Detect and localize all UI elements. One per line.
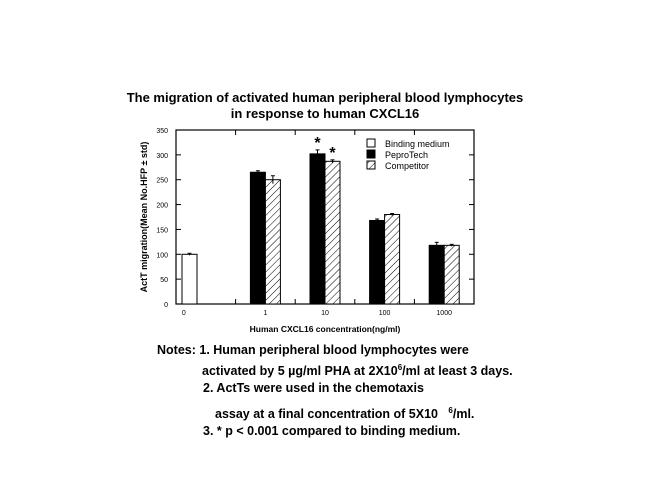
x-tick-label: 10 [321, 310, 329, 317]
bar [250, 172, 265, 304]
bar [385, 215, 400, 304]
legend-label: Competitor [385, 161, 430, 171]
legend-swatch [367, 139, 375, 147]
note-1: Notes: 1. Human peripheral blood lymphocytes were [157, 343, 469, 357]
legend-label: PeproTech [385, 150, 429, 160]
legend-swatch [367, 161, 375, 169]
x-axis-label: Human CXCL16 concentration(ng/ml) [249, 324, 401, 334]
y-tick-label: 250 [156, 177, 168, 185]
bar [310, 154, 325, 304]
legend-label: Binding medium [385, 139, 450, 149]
bar [429, 245, 444, 304]
title-line-2: in response to human CXCL16 [230, 106, 420, 121]
note-2: 2. ActTs were used in the chemotaxis [203, 381, 424, 396]
note-1-cont: activated by 5 µg/ml PHA at $2X10^6/ml$ at least 3 days. [202, 363, 513, 379]
y-tick-label: 200 [156, 202, 168, 210]
y-tick-label: 350 [156, 128, 168, 135]
bar [370, 220, 385, 304]
bar [182, 254, 197, 304]
y-tick-label: 50 [160, 277, 168, 285]
y-tick-label: 300 [156, 152, 168, 160]
title-line-1: The migration of activated human peripheral blood lymphocytes [126, 90, 524, 105]
legend-swatch [367, 150, 375, 158]
note-3: 3. * p < 0.001 compared to binding medium. [203, 424, 461, 439]
y-tick-label: 150 [156, 227, 168, 235]
bar [265, 180, 280, 304]
y-tick-label: 0 [164, 302, 168, 309]
x-tick-label: 1 [263, 310, 268, 317]
bar [444, 245, 459, 304]
y-axis-label: ActT migration(Mean No.HFP ± std) [139, 141, 149, 293]
notes [157, 342, 513, 440]
bar [325, 161, 340, 304]
significance-asterisk: * [329, 144, 336, 162]
x-tick-label: 0 [181, 310, 186, 317]
significance-asterisk: * [314, 134, 321, 152]
y-tick-label: 100 [156, 252, 168, 260]
note-2-cont: assay at a final concentration of 5X10 $^6$/ml. [215, 406, 475, 422]
x-tick-label: 100 [378, 310, 391, 317]
x-tick-label: 1000 [436, 310, 452, 317]
